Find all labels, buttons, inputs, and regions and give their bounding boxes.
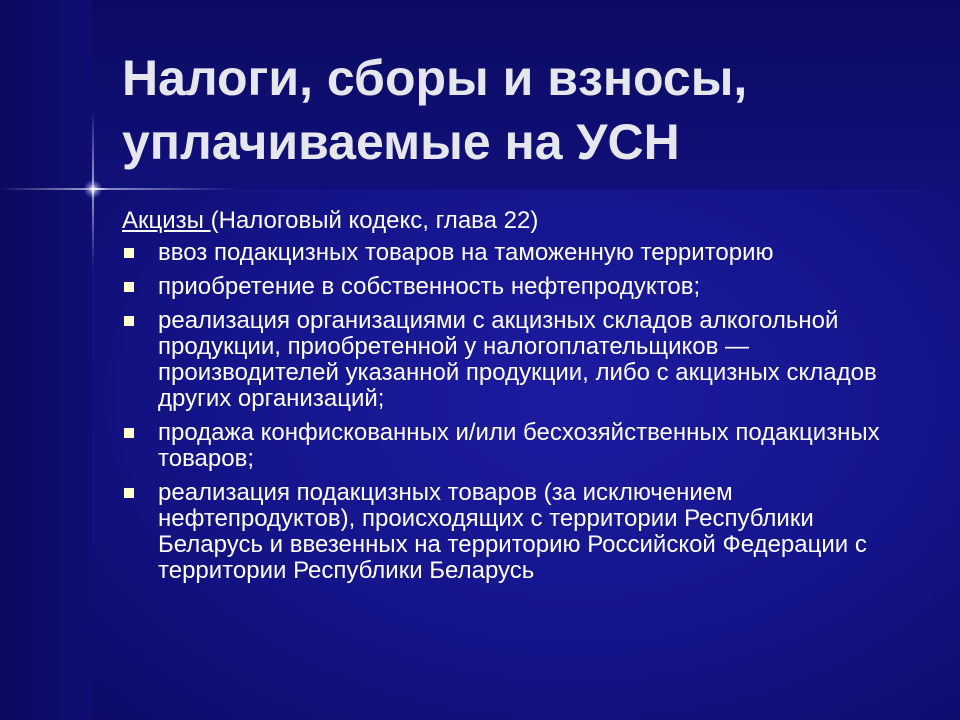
slide-title-line-2: уплачиваемые на УСН	[122, 114, 680, 170]
slide-title-line-1: Налоги, сборы и взносы,	[122, 50, 748, 106]
sparkle-horizontal-ray	[0, 188, 240, 190]
subheading	[122, 208, 922, 234]
square-bullet-icon	[124, 248, 134, 258]
list-item-text: реализация организациями с акцизных складов алкогольной продукции, приобретенной у налогоплательщиков — производителей указанной продукции, либо с акцизных складов других организаций;	[158, 307, 877, 412]
square-bullet-icon	[124, 282, 134, 292]
list-item-text: приобретение в собственность нефтепродуктов;	[158, 273, 701, 300]
square-bullet-icon	[124, 488, 134, 498]
subheading-reference: (Налоговый кодекс, глава 22)	[210, 207, 539, 234]
sparkle-star-icon	[84, 180, 102, 198]
square-bullet-icon	[124, 428, 134, 438]
list-item	[122, 420, 922, 472]
list-item	[122, 308, 922, 412]
list-item-text: ввоз подакцизных товаров на таможенную территорию	[158, 239, 774, 266]
square-bullet-icon	[124, 316, 134, 326]
list-item	[122, 274, 922, 300]
list-item-text: продажа конфискованных и/или бесхозяйственных подакцизных товаров;	[158, 419, 880, 472]
bullet-list	[122, 240, 922, 584]
slide-title	[122, 46, 922, 174]
excise-link[interactable]: Акцизы	[122, 207, 211, 234]
list-item-text: реализация подакцизных товаров (за исключением нефтепродуктов), происходящих с территории Республики Беларусь и ввезенных на территорию Российской Федерации с территории Республики Беларусь	[158, 479, 867, 584]
slide-body	[122, 208, 922, 592]
list-item	[122, 240, 922, 266]
left-decor-band	[0, 0, 92, 720]
list-item	[122, 480, 922, 584]
